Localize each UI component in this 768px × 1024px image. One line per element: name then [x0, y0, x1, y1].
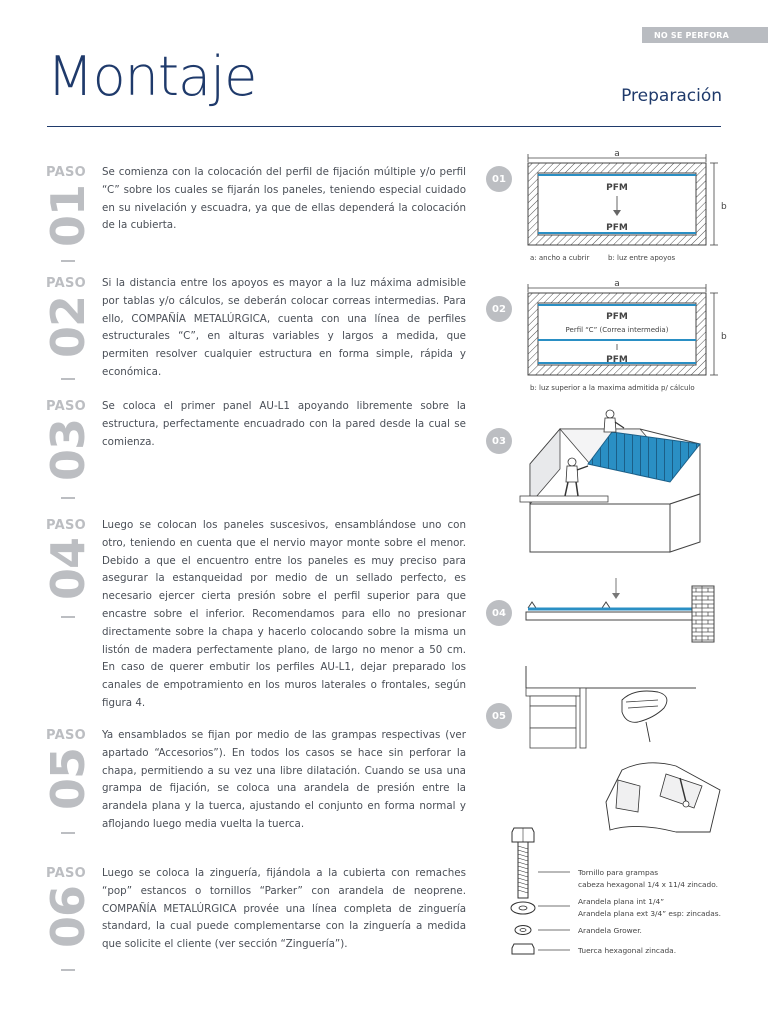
fig06-callout-bolt: Tornillo para grampas	[578, 868, 659, 877]
figure-05-badge: 05	[486, 703, 512, 729]
header-divider	[47, 126, 721, 127]
fig01-legend-b: b: luz entre apoyos	[608, 254, 676, 262]
figure-04-section	[522, 576, 722, 648]
fig01-dim-b: b	[721, 202, 727, 212]
fig06-callout-nut: Tuerca hexagonal zincada.	[578, 946, 677, 955]
fig02-dim-b: b	[721, 332, 727, 342]
step-04-label: PASO	[46, 518, 87, 533]
step-06-dash	[61, 969, 75, 971]
step-05-number: 05	[41, 747, 96, 811]
step-01-text: Se comienza con la colocación del perfil de fijación múltiple y/o perfil “C” sobre los cuales se fijarán los paneles, teniendo especial cuidado en su nivelación y escuadra, ya que de ellas dependerá la colocación de la cubierta.	[102, 166, 466, 232]
step-05-label: PASO	[46, 728, 87, 743]
fig01-legend-a: a: ancho a cubrir	[530, 254, 590, 262]
step-02-label: PASO	[46, 276, 87, 291]
step-02-dash	[61, 378, 75, 380]
fig06-callout-washer-int: Arandela plana int 1/4”	[578, 897, 665, 906]
fig01-bottom-label: PFM	[606, 223, 628, 233]
step-05-dash	[61, 832, 75, 834]
step-04-dash	[61, 616, 75, 618]
figure-04-badge: 04	[486, 600, 512, 626]
figure-02-badge: 02	[486, 296, 512, 322]
step-02-text: Si la distancia entre los apoyos es mayor a la luz máxima admisible por tablas y/o cálculos, se deberán colocar correas intermedias. Para ello, COMPAÑÍA METALÚRGICA, cuenta con una línea de perfiles estructurales “C”, en alturas variables y largos a medida, que permiten resolver cualquier estructura en forma simple, rápida y económica.	[102, 277, 466, 378]
step-01-label: PASO	[46, 165, 87, 180]
step-03-label: PASO	[46, 399, 87, 414]
step-01-number: 01	[41, 184, 96, 248]
figure-03-illustration	[520, 404, 720, 554]
figure-01-badge: 01	[486, 166, 512, 192]
step-06-text: Luego se coloca la zinguería, fijándola a la cubierta con remaches “pop” estancos o tornillos “Parker” con arandela de neoprene. COMPAÑÍA METALÚRGICA provée una línea completa de zinguería standard, la cual puede complementarse con la zinguería a medida que solicite el cliente (ver sección “Zinguería”).	[102, 867, 466, 951]
fig01-top-label: PFM	[606, 183, 628, 193]
fig06-callout-washer-ext: Arandela plana ext 3/4” esp: zincadas.	[578, 909, 721, 918]
step-06-label: PASO	[46, 866, 87, 881]
step-02-number: 02	[41, 295, 96, 359]
figure-06-bolt-assembly	[508, 826, 752, 966]
step-03-number: 03	[41, 418, 96, 482]
fig02-legend-b: b: luz superior a la maxima admitida p/ cálculo	[530, 384, 695, 392]
figure-05-clip-detail	[526, 662, 726, 842]
step-03-dash	[61, 497, 75, 499]
fig02-top-label: PFM	[606, 312, 628, 322]
figure-02-plan	[526, 278, 726, 398]
step-04-text: Luego se colocan los paneles suscesivos, ensamblándose uno con otro, teniendo en cuenta que el nervio mayor monte sobre el menor. Debido a que el encuentro entre los paneles es muy preciso para asegurar la estanqueidad por medio de un sellado perfecto, es necesario ejercer cierta presión sobre el perfil superior para que encastre sobre el inferior. Recomendamos para ello no presionar directamente sobre la chapa y hacerlo colocando sobre la misma un listón de madera perfectamente plano, de largo no menor a 50 cm. En caso de querer embutir los perfiles AU-L1, dejar preparado los canales de empotramiento en los muros laterales o frontales, según figura 4.	[102, 519, 466, 709]
step-01-dash	[61, 260, 75, 262]
fig06-callout-bolt-detail: cabeza hexagonal 1/4 x 11/4 zincado.	[578, 880, 718, 889]
figure-03-badge: 03	[486, 428, 512, 454]
step-05-text: Ya ensamblados se fijan por medio de las grampas respectivas (ver apartado “Accesorios”). En todos los casos se hace sin perforar la chapa, permitiendo a su vez una libre dilatación. Cuando se usa una grampa de fijación, se coloca una arandela de presión entre la arandela plana y la tuerca, ajustando el conjunto en forma normal y aflojando luego media vuelta la tuerca.	[102, 729, 466, 830]
fig02-bottom-label: PFM	[606, 355, 628, 365]
figure-01-plan	[526, 148, 726, 268]
step-06-number: 06	[41, 885, 96, 949]
page-subtitle: Preparación	[621, 86, 722, 106]
page-title: Montaje	[47, 45, 257, 108]
fig01-dim-a: a	[614, 149, 620, 159]
no-perfora-badge: NO SE PERFORA	[642, 27, 768, 43]
step-04-number: 04	[41, 537, 96, 601]
fig02-middle-label: Perfil “C” (Correa intermedia)	[565, 326, 669, 334]
fig02-dim-a: a	[614, 279, 620, 289]
fig06-callout-grower: Arandela Grower.	[578, 926, 642, 935]
step-03-text: Se coloca el primer panel AU-L1 apoyando libremente sobre la estructura, perfectamente encuadrado con la pared desde la cual se comienza.	[102, 400, 466, 448]
